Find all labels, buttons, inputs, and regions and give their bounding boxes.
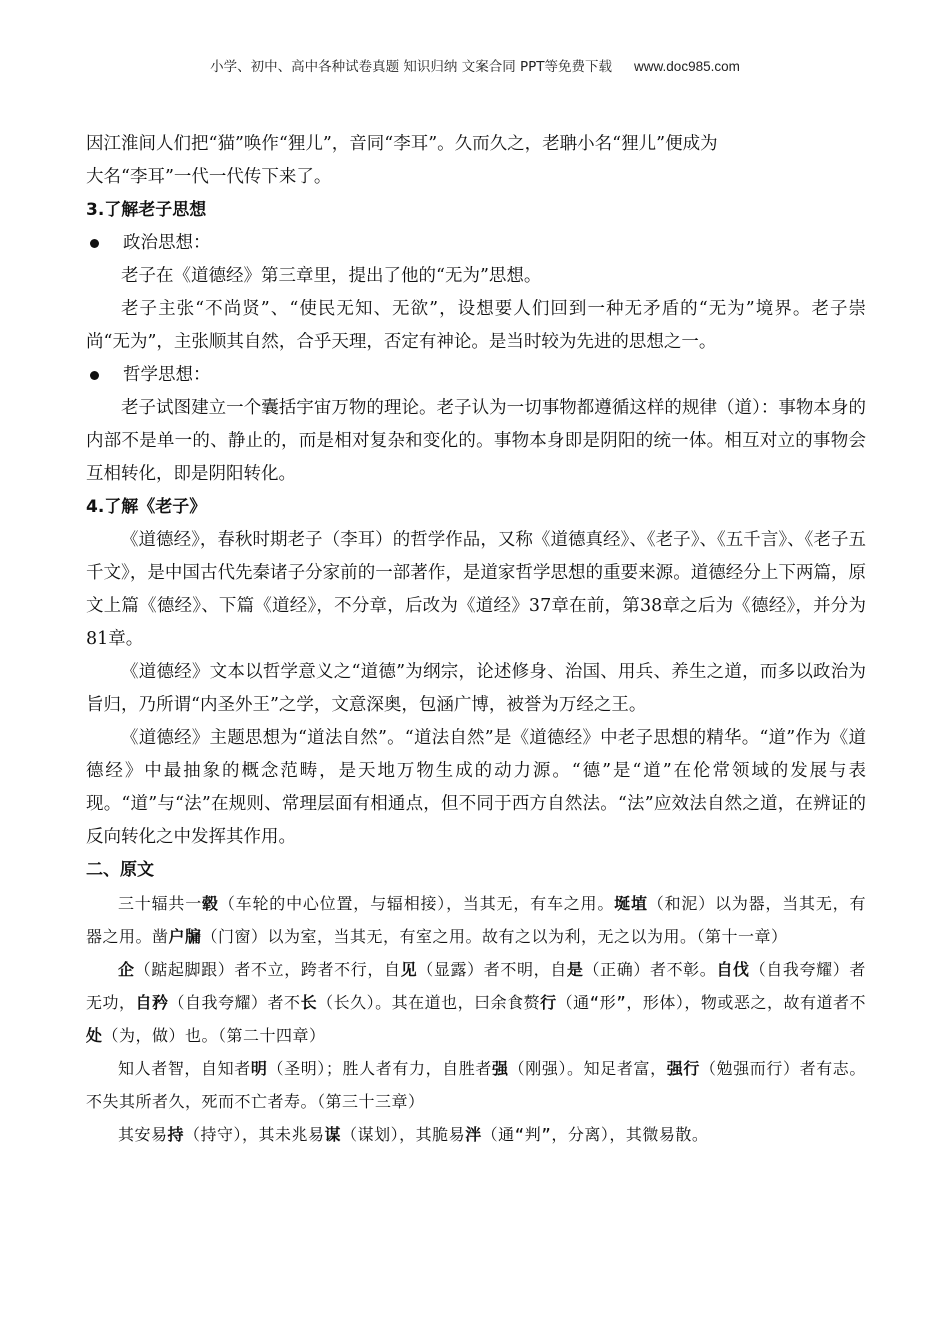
section-3-title: 3.了解老子思想 (86, 200, 207, 220)
annotated-term: 强 (492, 1059, 509, 1078)
annotated-term: 泮 (465, 1125, 482, 1144)
text-segment: （通“形”，形体），物或恶之，故有道者不 (556, 993, 866, 1012)
page-header (0, 58, 950, 76)
chapter-64-text (86, 1118, 866, 1151)
text-segment: （显露）者不明，自 (417, 960, 567, 979)
text-segment: （自我夸耀）者不 (168, 993, 301, 1012)
annotated-term: 毂 (202, 894, 219, 913)
laozi-paragraph-1: 《道德经》，春秋时期老子（李耳）的哲学作品，又称《道德真经》、《老子》、《五千言》、《老子五千文》，是中国古代先秦诸子分家前的一部著作，是道家哲学思想的重要来源。道德经分上下两篇，原文上篇《德经》、下篇《道经》，不分章，后改为《道经》37章在前，第38章之后为《德经》，并分为81章。 (86, 530, 866, 649)
intro-line-1: 因江淮间人们把“猫”唤作“狸儿”，音同“李耳”。久而久之，老聃小名“狸儿”便成为 (86, 134, 718, 154)
philosophy-label: 哲学思想： (123, 365, 211, 385)
text-segment: （谋划），其脆易 (341, 1125, 466, 1144)
text-segment: （为，做）也。（第二十四章） (102, 1026, 326, 1045)
politics-paragraph-2: 老子主张“不尚贤”、“使民无知、无欲”，设想要人们回到一种无矛盾的“无为”境界。老子崇尚“无为”，主张顺其自然，合乎天理，否定有神论。是当时较为先进的思想之一。 (86, 299, 866, 352)
chapter-24-text (86, 953, 866, 1052)
document-body (86, 128, 866, 1151)
chapter-11-text (86, 887, 866, 953)
section-4-title: 4.了解《老子》 (86, 497, 207, 517)
annotated-term: 强行 (666, 1059, 700, 1078)
annotated-term: 埏埴 (614, 894, 648, 913)
text-segment: （勉强而行）者有志。不失其所者久，死而不亡者寿。（第三十三章） (86, 1059, 866, 1111)
annotated-term: 户牖 (168, 927, 202, 946)
text-segment: （踮起脚跟）者不立，跨者不行，自 (134, 960, 401, 979)
original-text-title: 二、原文 (86, 860, 154, 880)
chapter-33-text (86, 1052, 866, 1118)
text-segment: （门窗）以为室，当其无，有室之用。故有之以为利，无之以为用。（第十一章） (201, 927, 788, 946)
text-segment: （自我夸耀）者无功， (86, 960, 866, 1012)
text-segment: （圣明）；胜人者有力，自胜者 (267, 1059, 493, 1078)
text-segment: （和泥）以为器，当其无，有器之用。凿 (86, 894, 866, 946)
text-segment: 知人者智，自知者 (118, 1059, 251, 1078)
text-segment: 三十辐共一 (118, 894, 203, 913)
annotated-term: 长 (300, 993, 318, 1012)
bullet-dot-icon (90, 371, 99, 380)
text-segment: （正确）者不彰。 (583, 960, 717, 979)
laozi-paragraph-3: 《道德经》主题思想为“道法自然”。“道法自然”是《道德经》中老子思想的精华。“道”作为《道德经》中最抽象的概念范畴，是天地万物生成的动力源。“德”是“道”在伦常领域的发展与表现。“道”与“法”在规则、常理层面有相通点，但不同于西方自然法。“法”应效法自然之道，在辨证的反向转化之中发挥其作用。 (86, 728, 866, 847)
annotated-term: 行 (540, 993, 557, 1012)
header-url[interactable]: www.doc985.com (634, 59, 740, 74)
annotated-term: 处 (86, 1026, 103, 1045)
annotated-term: 见 (400, 960, 418, 979)
annotated-term: 明 (250, 1059, 268, 1078)
annotated-term: 自矜 (135, 993, 169, 1012)
header-text: 小学、初中、高中各种试卷真题 知识归纳 文案合同 PPT等免费下载 (210, 59, 613, 75)
intro-line-2: 大名“李耳”一代一代传下来了。 (86, 167, 332, 187)
text-segment: 其安易 (118, 1125, 168, 1144)
text-segment: （车轮的中心位置，与辐相接），当其无，有车之用。 (218, 894, 615, 913)
bullet-dot-icon (90, 239, 99, 248)
text-segment: （刚强）。知足者富， (508, 1059, 667, 1078)
annotated-term: 谋 (324, 1125, 342, 1144)
laozi-paragraph-2: 《道德经》文本以哲学意义之“道德”为纲宗，论述修身、治国、用兵、养生之道，而多以政治为旨归，乃所谓“内圣外王”之学，文意深奥，包涵广博，被誉为万经之王。 (86, 662, 866, 715)
annotated-term: 是 (566, 960, 584, 979)
politics-paragraph-1: 老子在《道德经》第三章里，提出了他的“无为”思想。 (121, 266, 542, 286)
annotated-term: 持 (167, 1125, 185, 1144)
text-segment: （长久）。其在道也，曰余食赘 (317, 993, 541, 1012)
text-segment: （持守），其未兆易 (184, 1125, 325, 1144)
annotated-term: 自伐 (716, 960, 750, 979)
text-segment: （通“判”，分离），其微易散。 (481, 1125, 709, 1144)
annotated-term: 企 (118, 960, 135, 979)
philosophy-bullet (86, 359, 866, 392)
politics-bullet (86, 227, 866, 260)
philosophy-paragraph: 老子试图建立一个囊括宇宙万物的理论。老子认为一切事物都遵循这样的规律（道）：事物本身的内部不是单一的、静止的，而是相对复杂和变化的。事物本身即是阴阳的统一体。相互对立的事物会互相转化，即是阴阳转化。 (86, 398, 866, 484)
politics-label: 政治思想： (123, 233, 211, 253)
